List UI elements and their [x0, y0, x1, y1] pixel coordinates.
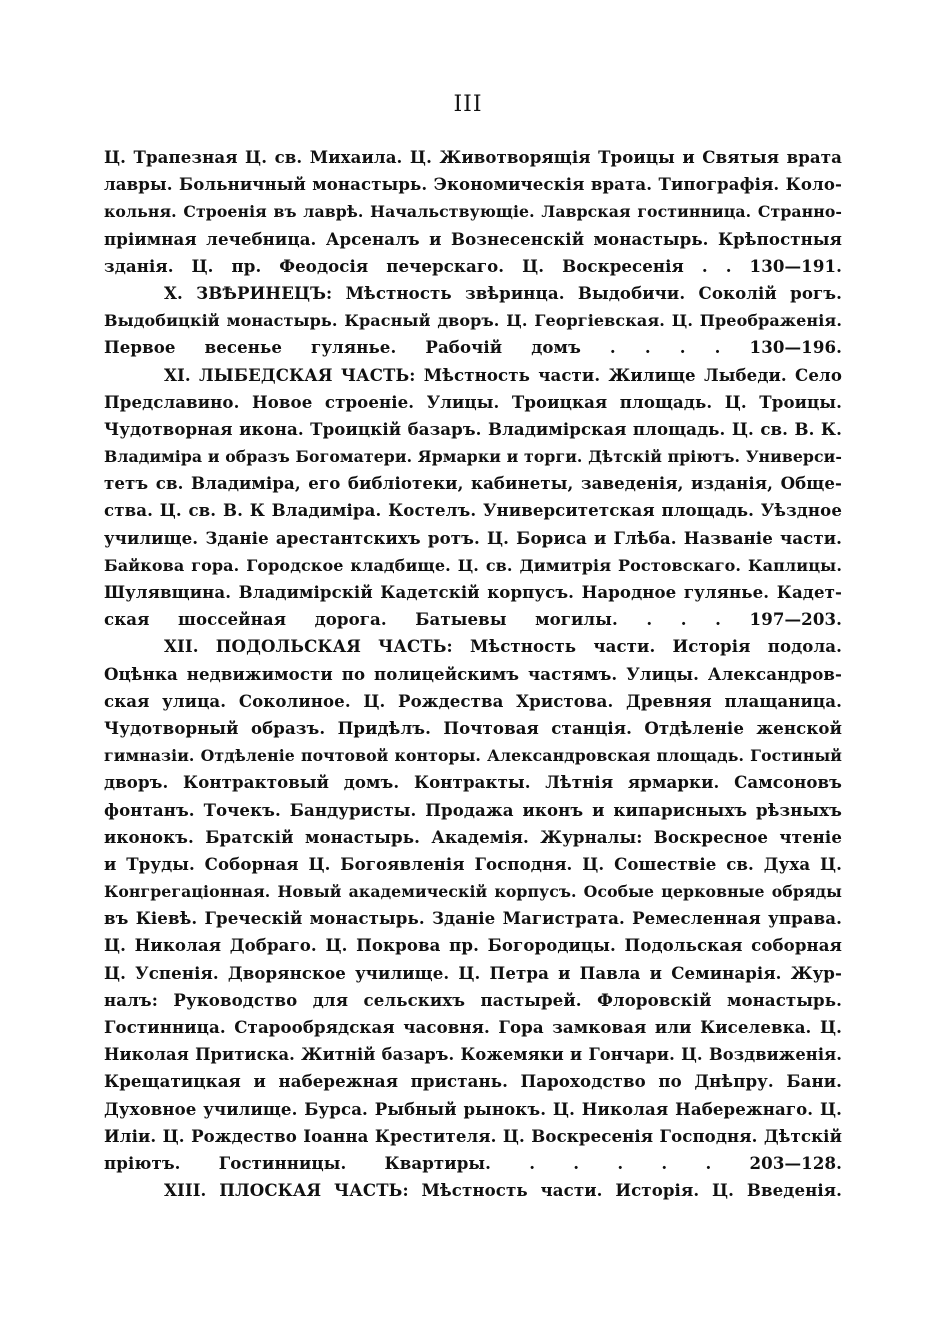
text-line: пріютъ. Гостинницы. Квартиры. . . . . . 203—128.: [104, 1152, 842, 1173]
text-line: пріимная лечебница. Арсеналъ и Вознесенскій монастырь. Крѣпостныя: [104, 228, 842, 249]
text-line: тетъ св. Владиміра, его библіотеки, кабинеты, заведенія, изданія, Обще-: [104, 473, 842, 494]
text-line: лавры. Больничный монастырь. Экономическія врата. Типографія. Коло-: [104, 174, 842, 195]
text-line: Чудотворный образъ. Придѣлъ. Почтовая станція. Отдѣленіе женской: [104, 717, 842, 738]
text-line: иконокъ. Братскій монастырь. Академія. Журналы: Воскресное чтеніе: [104, 826, 842, 847]
text-line: Оцѣнка недвижимости по полицейскимъ частямъ. Улицы. Александров-: [104, 663, 842, 684]
text-line: X. ЗВѢРИНЕЦЪ: Мѣстность звѣринца. Выдобичи. Соколій рогъ.: [164, 282, 842, 303]
text-line: Духовное училище. Бурса. Рыбный рынокъ. Ц. Николая Набережнаго. Ц.: [104, 1098, 842, 1119]
text-line: Николая Притиска. Житній базаръ. Кожемяки и Гончари. Ц. Воздвиженія.: [104, 1045, 842, 1065]
text-line: ства. Ц. св. В. К Владиміра. Костелъ. Университетская площадь. Уѣздное: [104, 500, 842, 521]
text-line: Владиміра и образъ Богоматери. Ярмарки и торги. Дѣтскій пріютъ. Универси-: [104, 447, 842, 467]
text-line: Гостинница. Старообрядская часовня. Гора замковая или Киселевка. Ц.: [104, 1017, 842, 1037]
text-line: Конгрегаціонная. Новый академическій корпусъ. Особые церковные обряды: [104, 882, 842, 902]
text-line: Байкова гора. Городское кладбище. Ц. св. Димитрія Ростовскаго. Каплицы.: [104, 555, 842, 575]
text-line: налъ: Руководство для сельскихъ пастырей. Флоровскій монастырь.: [104, 989, 842, 1010]
text-line: XIII. ПЛОСКАЯ ЧАСТЬ: Мѣстность части. Исторія. Ц. Введенія.: [164, 1180, 842, 1201]
text-line: дворъ. Контрактовый домъ. Контракты. Лѣтнія ярмарки. Самсоновъ: [104, 772, 842, 793]
text-line: Первое весенье гулянье. Рабочій домъ . . . . 130—196.: [104, 337, 842, 358]
text-line: Ц. Николая Добраго. Ц. Покрова пр. Богородицы. Подольская соборная: [104, 935, 842, 956]
text-line: и Труды. Соборная Ц. Богоявленія Господня. Ц. Сошествіе св. Духа Ц.: [104, 853, 842, 874]
text-line: училище. Зданіе арестантскихъ ротъ. Ц. Бориса и Глѣба. Названіе части.: [104, 527, 842, 548]
text-line: ская шоссейная дорога. Батыевы могилы. . . . 197—203.: [104, 609, 842, 630]
text-line: Чудотворная икона. Троицкій базаръ. Владимірская площадь. Ц. св. В. К.: [104, 418, 842, 439]
text-line: Крещатицкая и набережная пристань. Пароходство по Днѣпру. Бани.: [104, 1071, 842, 1092]
text-line: гимназіи. Отдѣленіе почтовой конторы. Александровская площадь. Гостиный: [104, 746, 842, 766]
page-number: III: [453, 92, 483, 117]
text-line: Иліи. Ц. Рождество Іоанна Крестителя. Ц. Воскресенія Господня. Дѣтскій: [104, 1125, 842, 1146]
text-line: Предславино. Новое строеніе. Улицы. Троицкая площадь. Ц. Троицы.: [104, 391, 842, 412]
text-line: зданія. Ц. пр. Феодосія печерскаго. Ц. Воскресенія . . 130—191.: [104, 255, 842, 276]
table-of-contents-text: [104, 144, 842, 1204]
text-line: Ц. Успенія. Дворянское училище. Ц. Петра и Павла и Семинарія. Жур-: [104, 962, 842, 983]
text-line: въ Кіевѣ. Греческій монастырь. Зданіе Магистрата. Ремесленная управа.: [104, 908, 842, 929]
text-line: Выдобицкій монастырь. Красный дворъ. Ц. Георгіевская. Ц. Преображенія.: [104, 311, 842, 331]
text-line: XII. ПОДОЛЬСКАЯ ЧАСТЬ: Мѣстность части. Исторія подола.: [164, 636, 842, 657]
text-line: ская улица. Соколиное. Ц. Рождества Христова. Древняя плащаница.: [104, 690, 842, 711]
text-line: Шулявщина. Владимірскій Кадетскій корпусъ. Народное гулянье. Кадет-: [104, 582, 842, 602]
text-line: Ц. Трапезная Ц. св. Михаила. Ц. Животворящія Троицы и Святыя врата: [104, 147, 842, 167]
text-line: кольня. Строенія въ лаврѣ. Начальствующіе. Лаврская гостинница. Странно-: [104, 202, 842, 222]
text-line: XI. ЛЫБЕДСКАЯ ЧАСТЬ: Мѣстность части. Жилище Лыбеди. Село: [164, 364, 842, 385]
text-line: фонтанъ. Точекъ. Бандуристы. Продажа иконъ и кипарисныхъ рѣзныхъ: [104, 799, 842, 820]
